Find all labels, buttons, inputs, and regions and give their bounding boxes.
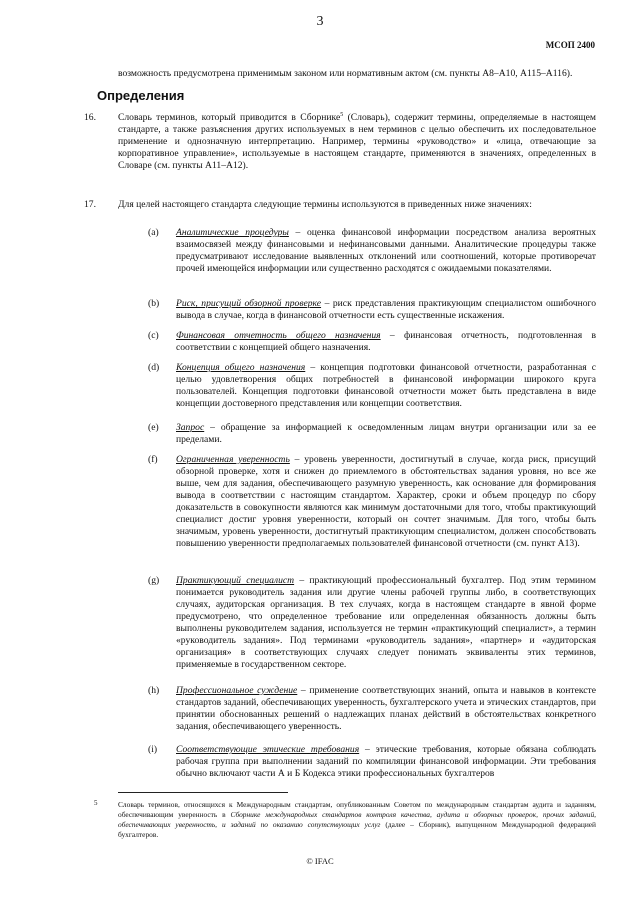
copyright-footer: © IFAC (306, 856, 334, 866)
page-number: 3 (316, 14, 324, 29)
definition-term: Аналитические процедуры (176, 227, 289, 238)
definition-letter: (a) (148, 227, 159, 238)
definition-term: Запрос (176, 422, 205, 433)
section-heading: Определения (97, 88, 185, 103)
footnote-divider (118, 792, 288, 793)
definition-g (148, 575, 596, 671)
definition-letter: (h) (148, 685, 160, 696)
definition-c (148, 330, 596, 354)
definition-f (148, 454, 597, 550)
definition-text: – обращение за информацией к осведомленным лицам внутри организации или за ее пределами. (176, 422, 596, 445)
definition-letter: (i) (148, 744, 158, 755)
definition-term: Риск, присущий обзорной проверке (176, 298, 322, 309)
definition-text: – уровень уверенности, достигнутый в случае, когда риск, присущий обзорной проверке, хотя и снижен до приемлемого в обстоятельствах задания уровня, но все же выше, чем для задания, обеспечивающего разумную уверенность, как основание для формирования вывода в соответствии с настоящим стандартом. Характер, сроки и объем процедур по сбору доказательств в совокупности являются как минимум достаточными для того, чтобы практикующий специалист достиг уровня уверенности, который он сочтет значимым. Для того, чтобы быть значимым, уровень уверенности, достигнутый практикующим специалистом, должен способствовать повышению уверенности предполагаемых пользователей финансовой отчетности (см. пункт А13). (176, 454, 597, 549)
paragraph-16 (84, 111, 596, 172)
definition-term: Ограниченная уверенность (176, 454, 290, 465)
definition-text: – этические требования, которые обязана соблюдать рабочая группа при выполнении заданий по компиляции финансовой информации. Эти требования обычно включают части А и Б Кодекса этики профессиональных бухгалтеров (176, 744, 596, 779)
definition-text: – практикующий профессиональный бухгалтер. Под этим термином понимается руководитель задания или другие члены рабочей группы либо, в соответствующих случаях, аудиторская организация. В тех случаях, когда в настоящем стандарте в явной форме предусмотрено, что определенное требование или определенная обязанность должны быть выполнены руководителем задания, используется не термин «практикующий специалист», а термин «руководитель задания». Под терминами «руководитель задания», «партнер» и «аудиторская организация» в соответствующих случаях следует понимать эквиваленты этих терминов, применяемые в государственном секторе. (176, 575, 596, 670)
definition-text: – финансовая отчетность, подготовленная в соответствии с концепцией общего назначения. (176, 330, 596, 353)
footnote-mark: 5 (94, 799, 98, 807)
definition-text: – риск представления практикующим специалистом ошибочного вывода в случае, когда в финансовой отчетности есть существенные искажения. (176, 298, 596, 321)
footnote-ref: 5 (340, 111, 344, 118)
paragraph-text-continued: (Словарь), содержит термины, определяемые в настоящем стандарте, а также разъяснения других используемых в нем терминов с целью обеспечить их последовательное применение и однозначную интерпретацию. Например, термины «руководство» и «лица, отвечающие за корпоративное управление», используемые в настоящем стандарте, применяются в значениях, определенных в Словаре (см. пункты А11–А12). (118, 112, 596, 171)
definition-letter: (e) (148, 422, 159, 433)
definition-term: Концепция общего назначения (176, 362, 306, 373)
definition-term: Профессиональное суждение (176, 685, 298, 696)
paragraph-number: 16. (84, 112, 96, 123)
definition-letter: (d) (148, 362, 160, 373)
definition-d (148, 362, 596, 410)
definition-text: – оценка финансовой информации посредством анализа вероятных взаимосвязей между финансовыми и нефинансовыми данными. Аналитические процедуры также предусматривают исследование выявленных отклонений или соотношений, которые противоречат прочей имеющейся информации или существенно расходятся с ожидаемыми показателями. (176, 227, 596, 274)
definition-term: Практикующий специалист (176, 575, 295, 586)
footnote-italic-text: Сборнике международных стандартов контроля качества, аудита и обзорных проверок, прочих заданий, обеспечивающих уверенность, и заданий по оказанию сопутствующих услуг (118, 810, 596, 829)
definition-letter: (c) (148, 330, 159, 341)
definition-term: Финансовая отчетность общего назначения (176, 330, 381, 341)
paragraph-number: 17. (84, 199, 96, 210)
paragraph-text: Для целей настоящего стандарта следующие термины используются в приведенных ниже значениях: (118, 199, 532, 210)
definition-a (148, 227, 596, 275)
definition-e (148, 422, 596, 446)
footnote-text: Словарь терминов, относящихся к Международным стандартам, опубликованным Советом по международным стандартам аудита и заданиям, обеспечивающим уверенность в (118, 800, 596, 819)
definition-b (148, 298, 596, 322)
definition-text: – концепция подготовки финансовой отчетности, разработанная с целью удовлетворения общих потребностей в финансовой информации широкого круга пользователей. Концепция подготовки финансовой отчетности может быть представлена в виде концепции достоверного представления или концепции соответствия. (176, 362, 596, 409)
document-code: МСОП 2400 (545, 40, 595, 50)
definition-letter: (f) (148, 454, 158, 465)
definition-letter: (g) (148, 575, 160, 586)
definition-i (148, 744, 596, 780)
paragraph-text: Словарь терминов, который приводится в Сборнике (118, 112, 341, 123)
footnote (94, 799, 597, 840)
definition-text: – применение соответствующих знаний, опыта и навыков в контексте стандартов заданий, обеспечивающих уверенность, бухгалтерского учета и этических стандартов, при принятии обоснованных решений о надлежащих планах действий в обстоятельствах конкретного задания, обеспечивающего уверенность. (176, 685, 596, 732)
continuation-text (118, 68, 596, 88)
footnote-text-end: (далее – Сборник), выпущенном Международной федерацией бухгалтеров. (118, 820, 597, 839)
definition-h (148, 685, 596, 733)
paragraph-17 (84, 199, 596, 211)
definition-letter: (b) (148, 298, 160, 309)
definition-term: Соответствующие этические требования (176, 744, 360, 755)
continuation-paragraph: возможность предусмотрена применимым законом или нормативным актом (см. пункты А8–А10, А115–А116). (118, 68, 573, 79)
